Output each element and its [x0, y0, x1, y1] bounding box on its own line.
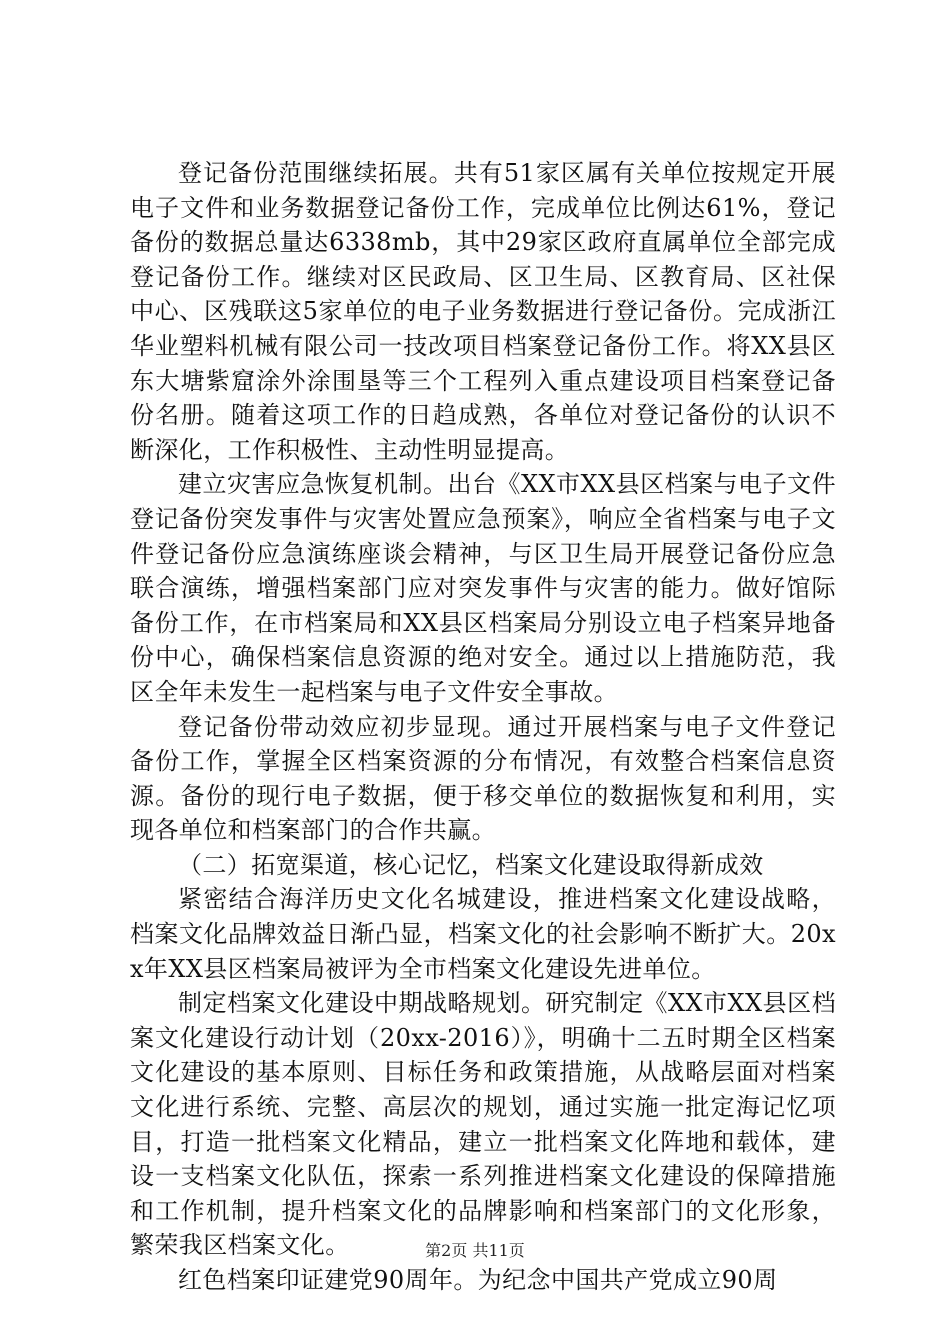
paragraph-backup-effect: 登记备份带动效应初步显现。通过开展档案与电子文件登记备份工作，掌握全区档案资源的分布情况，有效整合档案信息资源。备份的现行电子数据，便于移交单位的数据恢复和利用，实现各单位和档案部门的合作共赢。: [130, 712, 836, 845]
paragraph-backup-scope: 登记备份范围继续拓展。共有51家区属有关单位按规定开展电子文件和业务数据登记备份工作，完成单位比例达61%，登记备份的数据总量达6338mb，其中29家区政府直属单位全部完成登记备份工作。继续对区民政局、区卫生局、区教育局、区社保中心、区残联这5家单位的电子业务数据进行登记备份。完成浙江华业塑料机械有限公司一技改项目档案登记备份工作。将XX县区东大塘紫窟涂外涂围垦等三个工程列入重点建设项目档案登记备份名册。随着这项工作的日趋成熟，各单位对登记备份的认识不断深化，工作积极性、主动性明显提高。: [130, 159, 836, 464]
section-heading: （二）拓宽渠道，核心记忆，档案文化建设取得新成效: [178, 850, 764, 879]
document-body: [130, 156, 836, 1298]
paragraph-red-archives: 红色档案印证建党90周年。为纪念中国共产党成立90周: [178, 1266, 778, 1294]
paragraph-culture-plan: 制定档案文化建设中期战略规划。研究制定《XX市XX县区档案文化建设行动计划（20xx-2016）》，明确十二五时期全区档案文化建设的基本原则、目标任务和政策措施，从战略层面对档案文化进行系统、完整、高层次的规划，通过实施一批定海记忆项目，打造一批档案文化精品，建立一批档案文化阵地和载体，建设一支档案文化队伍，探索一系列推进档案文化建设的保障措施和工作机制，提升档案文化的品牌影响和档案部门的文化形象，繁荣我区档案文化。: [130, 989, 836, 1260]
page-footer: 第2页 共11页: [425, 1241, 525, 1260]
paragraph-disaster-recovery: 建立灾害应急恢复机制。出台《XX市XX县区档案与电子文件登记备份突发事件与灾害处置应急预案》，响应全省档案与电子文件登记备份应急演练座谈会精神，与区卫生局开展登记备份应急联合演练，增强档案部门应对突发事件与灾害的能力。做好馆际备份工作，在市档案局和XX县区档案局分别设立电子档案异地备份中心，确保档案信息资源的绝对安全。通过以上措施防范，我区全年未发生一起档案与电子文件安全事故。: [130, 470, 836, 706]
paragraph-culture-intro: 紧密结合海洋历史文化名城建设，推进档案文化建设战略，档案文化品牌效益日渐凸显，档案文化的社会影响不断扩大。20xx年XX县区档案局被评为全市档案文化建设先进单位。: [130, 885, 836, 983]
